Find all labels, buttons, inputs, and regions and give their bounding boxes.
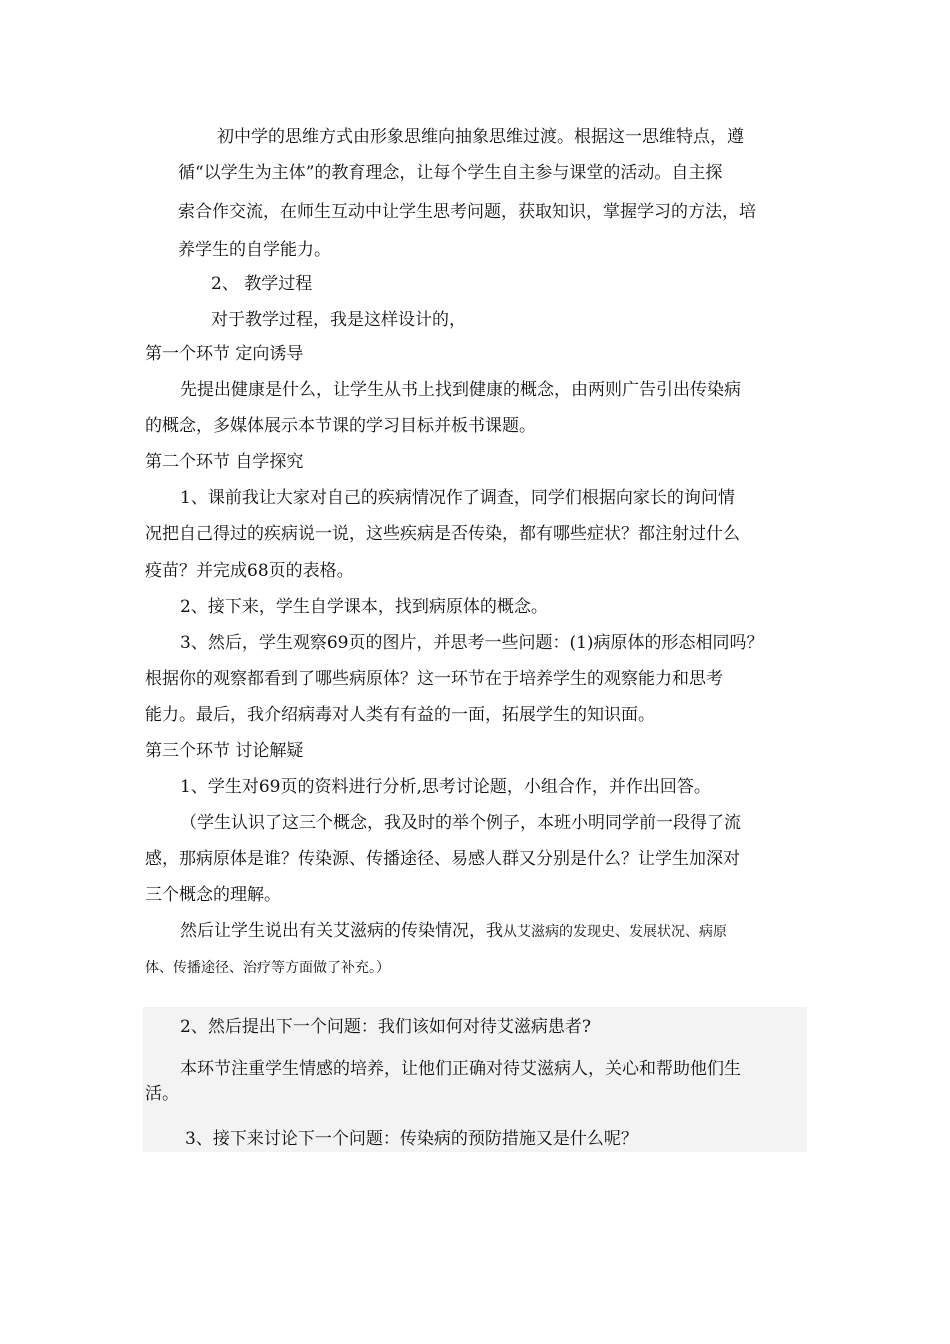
aids-line-1 <box>180 920 727 943</box>
step2-line-5: 3、然后，学生观察69页的图片，并思考一些问题：(1)病原体的形态相同吗？ <box>180 633 764 653</box>
step2-line-1: 1、课前我让大家对自己的疾病情况作了调查，同学们根据向家长的询问情 <box>180 488 735 508</box>
step1-line-2: 的概念，多媒体展示本节课的学习目标并板书课题。 <box>145 416 536 436</box>
shaded-line-2: 本环节注重学生情感的培养，让他们正确对待艾滋病人，关心和帮助他们生 <box>180 1059 741 1079</box>
step1-line-1: 先提出健康是什么，让学生从书上找到健康的概念，由两则广告引出传染病 <box>180 380 741 400</box>
step2-line-4: 2、接下来，学生自学课本，找到病原体的概念。 <box>180 597 548 617</box>
step2-line-6: 根据你的观察都看到了哪些病原体？这一环节在于培养学生的观察能力和思考 <box>145 669 723 689</box>
intro-line-4: 养学生的自学能力。 <box>178 240 331 260</box>
aids-line-1-small: 从艾滋病的发现史、发展状况、病原 <box>503 924 727 940</box>
shaded-line-1: 2、然后提出下一个问题：我们该如何对待艾滋病患者? <box>180 1017 591 1037</box>
step2-line-3: 疫苗？并完成68页的表格。 <box>145 561 354 581</box>
step3-line-1: 1、学生对69页的资料进行分析,思考讨论题，小组合作，并作出回答。 <box>180 777 711 797</box>
section2-heading: 2、 教学过程 <box>211 274 313 294</box>
step2-line-7: 能力。最后，我介绍病毒对人类有有益的一面，拓展学生的知识面。 <box>145 705 655 725</box>
shaded-line-4: 3、接下来讨论下一个问题：传染病的预防措施又是什么呢？ <box>185 1129 638 1149</box>
intro-line-3: 索合作交流，在师生互动中让学生思考问题，获取知识，掌握学习的方法，培 <box>178 202 756 222</box>
intro-line-1: 初中学的思维方式由形象思维向抽象思维过渡。根据这一思维特点，遵 <box>217 127 744 147</box>
shaded-line-3: 活。 <box>145 1084 179 1104</box>
step2-heading: 第二个环节 自学探究 <box>145 452 304 472</box>
aids-line-1-main: 然后让学生说出有关艾滋病的传染情况，我 <box>180 921 503 941</box>
intro-line-2: 循“以学生为主体”的教育理念，让每个学生自主参与课堂的活动。自主探 <box>178 163 723 183</box>
step1-heading: 第一个环节 定向诱导 <box>145 344 304 364</box>
step3-line-4: 三个概念的理解。 <box>145 885 281 905</box>
step2-line-2: 况把自己得过的疾病说一说，这些疾病是否传染，都有哪些症状？都注射过什么 <box>145 524 740 544</box>
aids-line-2: 体、传播途径、治疗等方面做了补充。） <box>145 960 390 976</box>
step3-line-2: （学生认识了这三个概念，我及时的举个例子，本班小明同学前一段得了流 <box>180 813 741 833</box>
section2-intro: 对于教学过程，我是这样设计的， <box>211 310 466 330</box>
step3-heading: 第三个环节 讨论解疑 <box>145 741 304 761</box>
step3-line-3: 感，那病原体是谁？传染源、传播途径、易感人群又分别是什么？让学生加深对 <box>145 849 740 869</box>
